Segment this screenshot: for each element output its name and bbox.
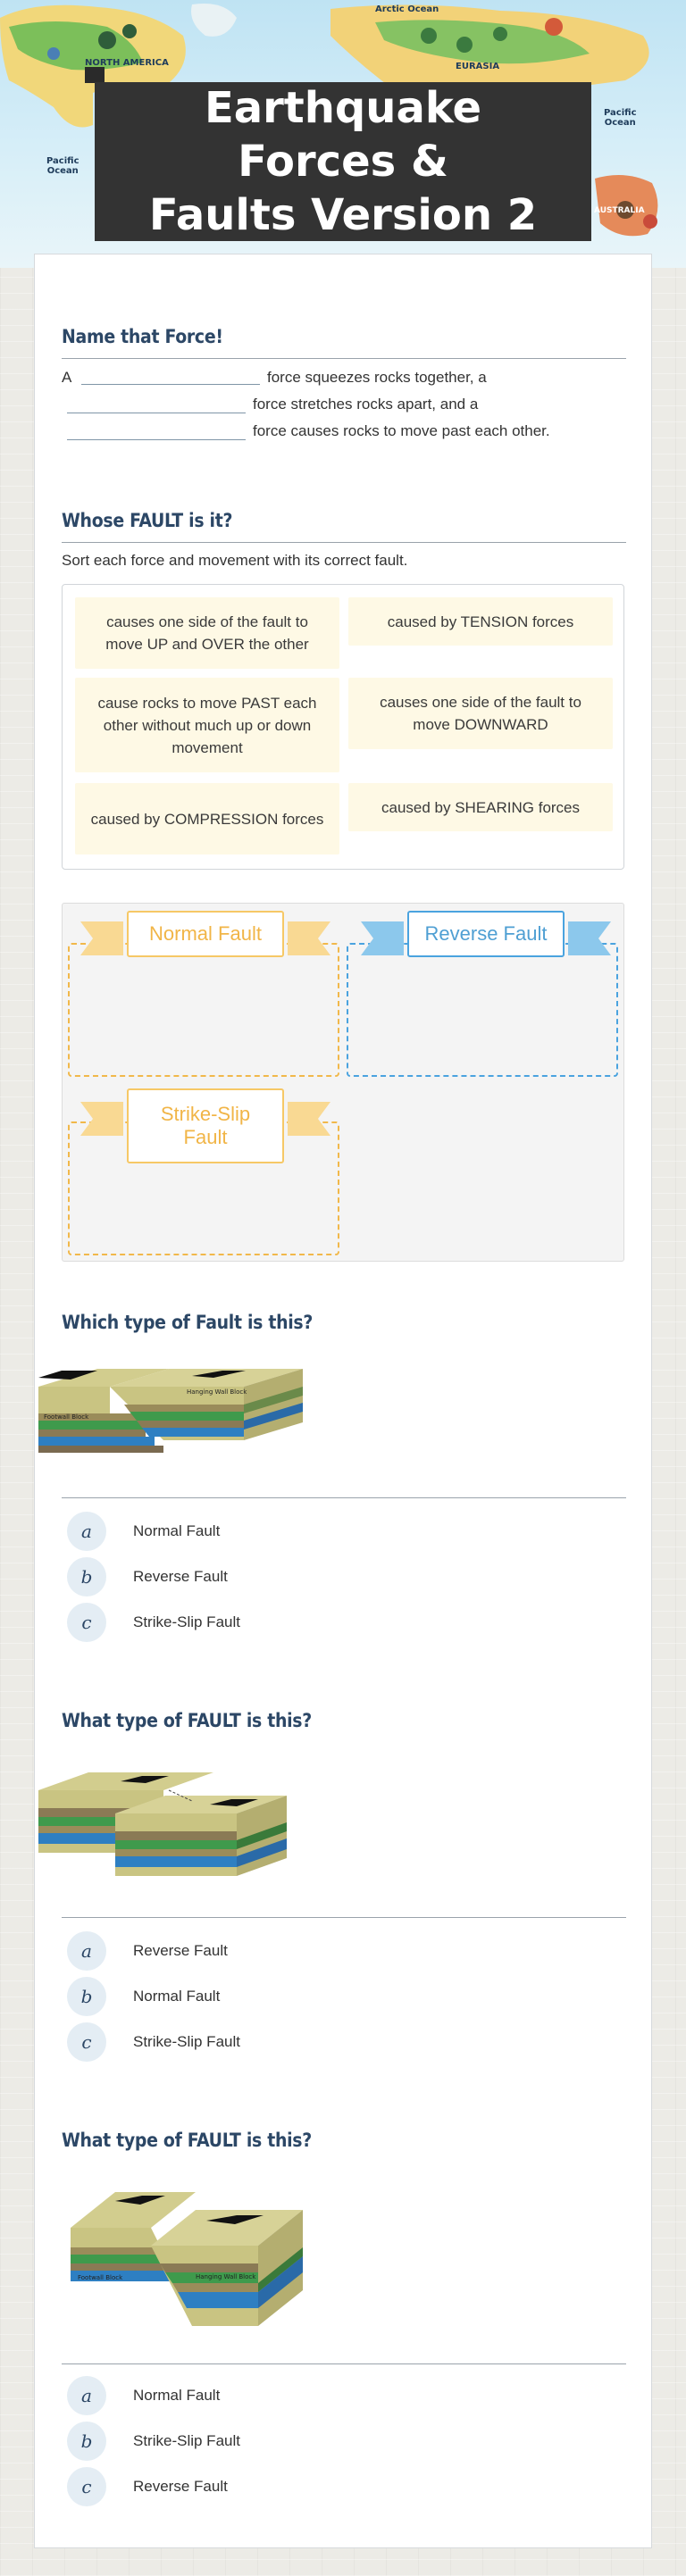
sort-chip[interactable]: cause rocks to move PAST each other without much up or down movement xyxy=(75,678,339,772)
q1-footwall-label: Footwall Block xyxy=(44,1413,89,1421)
sort-instruction: Sort each force and movement with its correct fault. xyxy=(62,552,408,569)
ribbon-tail-right xyxy=(288,921,330,955)
q2-option-b[interactable] xyxy=(67,1977,220,2016)
fib-line-3: force causes rocks to move past each other. xyxy=(253,422,550,439)
q3-title: What type of FAULT is this? xyxy=(62,2130,312,2151)
q1-fault-diagram xyxy=(35,1351,303,1467)
fib-prefix: A xyxy=(62,369,72,386)
sort-chip[interactable]: caused by SHEARING forces xyxy=(348,783,613,831)
map-label-arctic: Arctic Ocean xyxy=(375,4,439,14)
section-title-name-force: Name that Force! xyxy=(62,326,626,359)
q2-fault-diagram xyxy=(35,1763,303,1880)
section-title-sort: Whose FAULT is it? xyxy=(62,510,626,543)
option-letter: b xyxy=(67,1977,106,2016)
q2-title: What type of FAULT is this? xyxy=(62,1710,312,1731)
sort-chip[interactable]: caused by TENSION forces xyxy=(348,597,613,646)
sort-target-area xyxy=(62,903,624,1262)
dropzone-normal-fault[interactable] xyxy=(68,943,339,1077)
sort-chip[interactable]: causes one side of the fault to move UP and OVER the other xyxy=(75,597,339,669)
q1-option-c[interactable] xyxy=(67,1603,240,1642)
sort-item-pool xyxy=(62,584,624,870)
option-text: Normal Fault xyxy=(133,2387,221,2404)
option-text: Normal Fault xyxy=(133,1522,221,1539)
target-label-strike-slip: Strike-Slip Fault xyxy=(127,1088,284,1163)
ribbon-tail-left xyxy=(361,921,404,955)
option-letter: c xyxy=(67,1603,106,1642)
option-letter: a xyxy=(67,2376,106,2415)
option-text: Reverse Fault xyxy=(133,1942,228,1959)
q1-option-b[interactable] xyxy=(67,1557,228,1596)
q1-title: Which type of Fault is this? xyxy=(62,1312,314,1333)
ribbon-tail-right xyxy=(288,1102,330,1136)
q3-footwall-label: Footwall Block xyxy=(78,2274,123,2281)
fib-line-1: force squeezes rocks together, a xyxy=(267,369,487,386)
option-letter: b xyxy=(67,1557,106,1596)
map-label-eurasia: EURASIA xyxy=(456,62,500,71)
q1-divider xyxy=(62,1497,626,1498)
blank-input-3[interactable] xyxy=(67,438,246,440)
ribbon-tail-right xyxy=(568,921,611,955)
option-letter: b xyxy=(67,2422,106,2461)
q2-divider xyxy=(62,1917,626,1918)
fib-line-2: force stretches rocks apart, and a xyxy=(253,396,479,413)
map-label-australia: AUSTRALIA xyxy=(594,206,645,215)
sort-chip[interactable]: caused by COMPRESSION forces xyxy=(75,783,339,854)
blank-input-1[interactable] xyxy=(81,383,260,385)
ribbon-tail-left xyxy=(80,921,123,955)
ribbon-reverse-fault xyxy=(361,909,611,959)
option-text: Strike-Slip Fault xyxy=(133,2033,240,2050)
option-text: Strike-Slip Fault xyxy=(133,1613,240,1630)
option-text: Reverse Fault xyxy=(133,1568,228,1585)
map-label-pacific-left: Pacific Ocean xyxy=(46,156,79,176)
option-text: Normal Fault xyxy=(133,1988,221,2005)
map-label-north-america: NORTH AMERICA xyxy=(85,58,169,68)
option-text: Strike-Slip Fault xyxy=(133,2432,240,2449)
sort-chip[interactable]: causes one side of the fault to move DOWNWARD xyxy=(348,678,613,749)
q2-option-a[interactable] xyxy=(67,1931,228,1971)
worksheet-card xyxy=(34,254,652,2548)
q3-option-a[interactable] xyxy=(67,2376,220,2415)
q3-hanging-label: Hanging Wall Block xyxy=(196,2273,256,2280)
worksheet-title: Earthquake Forces & Faults Version 2 xyxy=(95,82,591,241)
dropzone-reverse-fault[interactable] xyxy=(347,943,618,1077)
q2-option-c[interactable] xyxy=(67,2022,240,2062)
option-letter: c xyxy=(67,2022,106,2062)
target-label-normal: Normal Fault xyxy=(127,911,284,957)
option-text: Reverse Fault xyxy=(133,2478,228,2495)
option-letter: a xyxy=(67,1931,106,1971)
q3-divider xyxy=(62,2363,626,2364)
q3-option-b[interactable] xyxy=(67,2422,240,2461)
q1-hanging-label: Hanging Wall Block xyxy=(187,1388,247,1396)
q1-option-a[interactable] xyxy=(67,1512,220,1551)
q3-fault-diagram xyxy=(62,2183,330,2335)
header-banner xyxy=(0,0,686,268)
target-label-reverse: Reverse Fault xyxy=(407,911,565,957)
option-letter: a xyxy=(67,1512,106,1551)
ribbon-normal-fault xyxy=(80,909,330,959)
q3-option-c[interactable] xyxy=(67,2467,228,2506)
ribbon-tail-left xyxy=(80,1102,123,1136)
map-label-pacific-right: Pacific Ocean xyxy=(604,108,637,128)
option-letter: c xyxy=(67,2467,106,2506)
ribbon-strike-slip-fault xyxy=(80,1088,330,1164)
blank-input-2[interactable] xyxy=(67,412,246,413)
